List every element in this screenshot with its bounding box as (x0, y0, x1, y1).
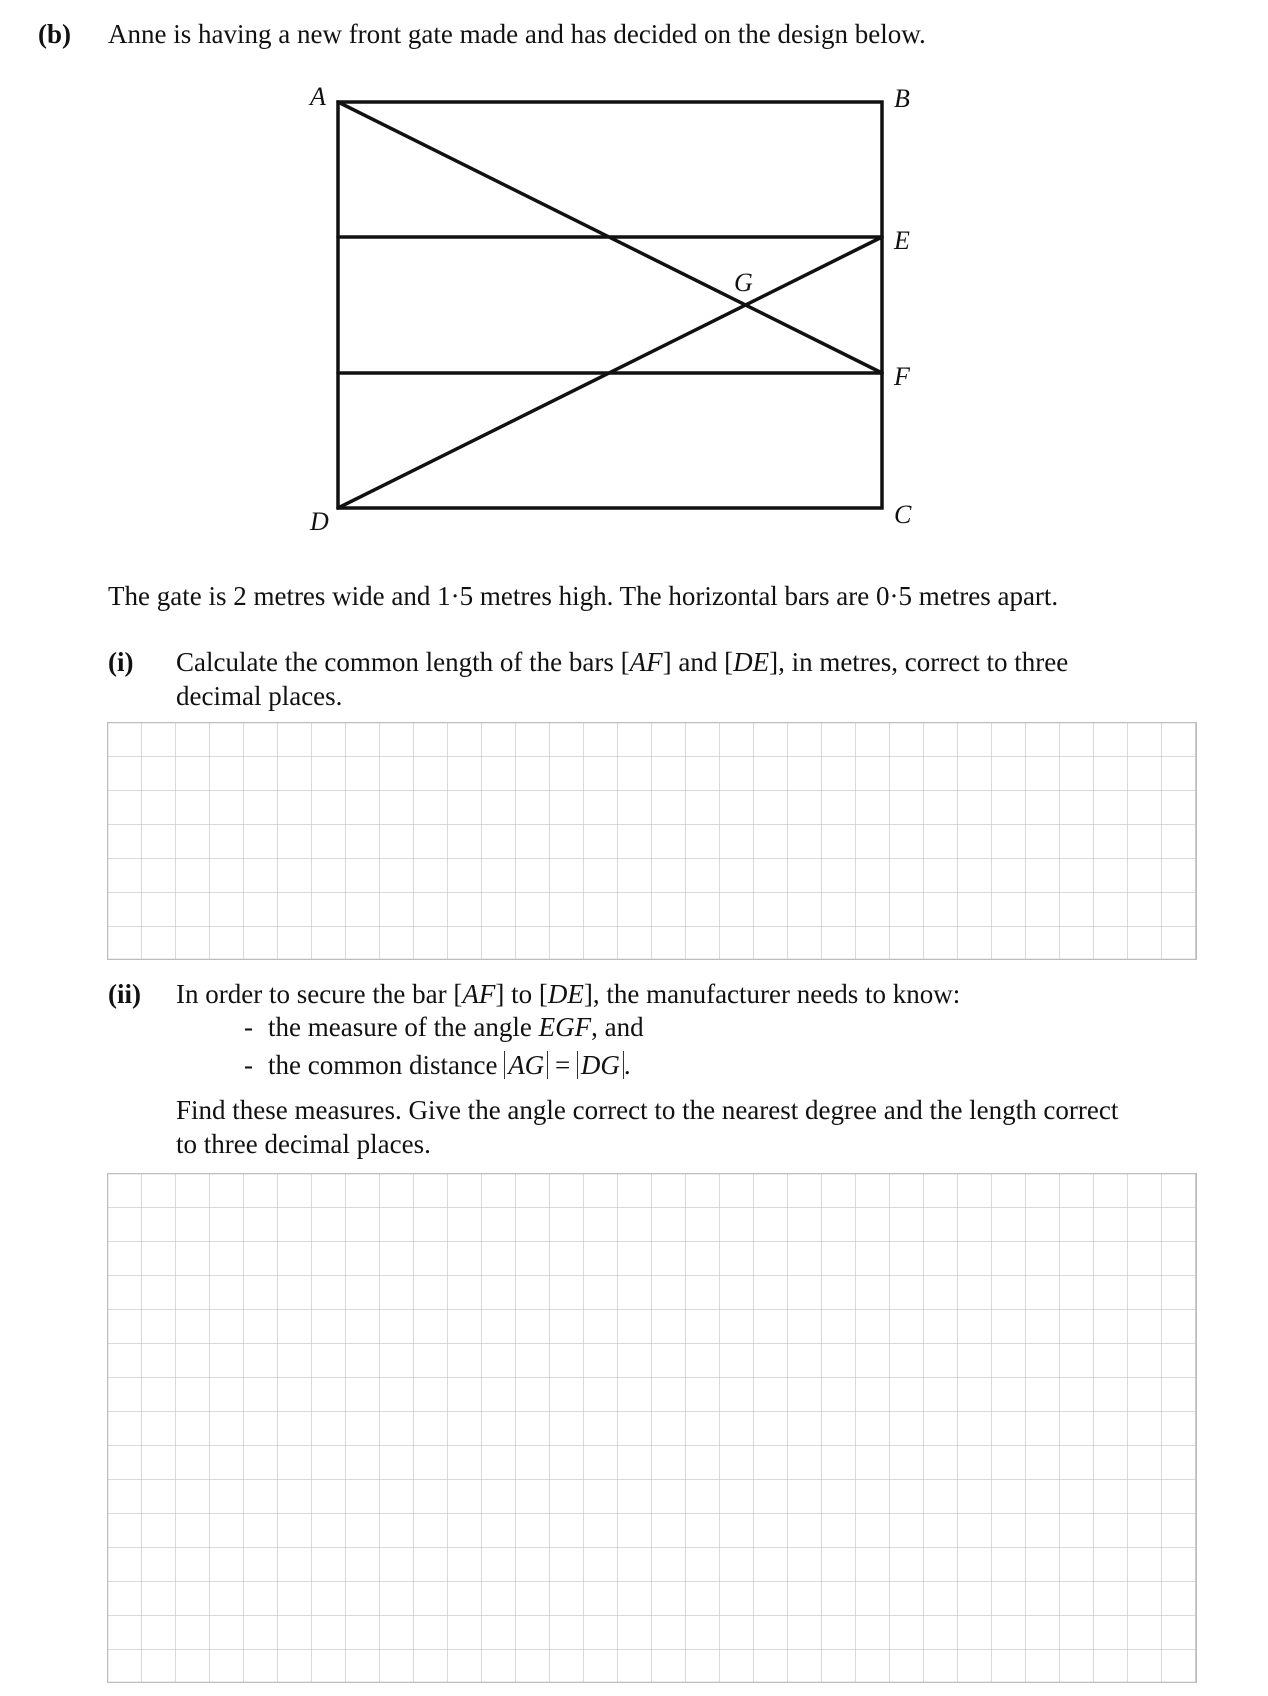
point-label-e: E (894, 226, 910, 255)
part-i-question-line2: decimal places. (176, 681, 343, 711)
part-b-label: (b) (38, 19, 71, 49)
part-b-intro: Anne is having a new front gate made and has decided on the design below. (108, 19, 926, 49)
part-i-question-line1: Calculate the common length of the bars [AF] and [DE], in metres, correct to three (176, 647, 1069, 677)
gate-description: The gate is 2 metres wide and 1·5 metres high. The horizontal bars are 0·5 metres apart. (108, 581, 1059, 611)
point-label-g: G (734, 268, 753, 297)
abs-ag: AG (504, 1051, 548, 1079)
part-ii-bullet2-dash: - (244, 1050, 253, 1080)
part-i-label: (i) (108, 647, 134, 677)
gate-frame (338, 102, 882, 508)
abs-dg: DG (577, 1051, 624, 1079)
point-label-d: D (310, 507, 329, 536)
point-label-c: C (894, 500, 912, 529)
part-ii-question-line1: In order to secure the bar [AF] to [DE], the manufacturer needs to know: (176, 979, 961, 1009)
point-label-f: F (894, 362, 910, 391)
part-ii-instruction-line2: to three decimal places. (176, 1129, 431, 1159)
part-ii-bullet2: the common distance AG = DG . (268, 1050, 631, 1080)
point-label-a: A (310, 82, 326, 111)
point-label-b: B (894, 84, 910, 113)
part-ii-label: (ii) (108, 979, 141, 1009)
part-ii-instruction-line1: Find these measures. Give the angle correct to the nearest degree and the length correct (176, 1095, 1119, 1125)
answer-grid-i[interactable] (107, 722, 1197, 960)
gate-diagram (0, 0, 1268, 560)
part-ii-bullet1-dash: - (244, 1012, 253, 1042)
answer-grid-ii[interactable] (107, 1173, 1197, 1683)
part-ii-bullet1: the measure of the angle EGF, and (268, 1012, 644, 1042)
